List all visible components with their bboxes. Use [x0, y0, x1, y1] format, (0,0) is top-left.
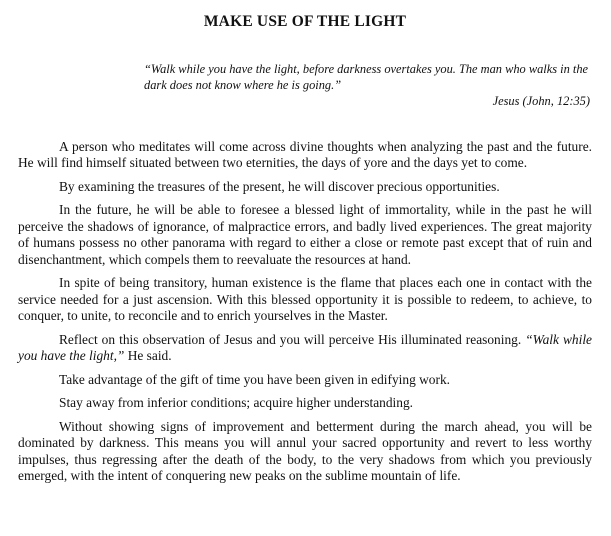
paragraph-5-text-start: Reflect on this observation of Jesus and you will perceive His illuminated reasoning. [59, 331, 526, 347]
paragraph-1: A person who meditates will come across divine thoughts when analyzing the past and the future. He will find himself situated between two eternities, the days of yore and the days yet to come. [18, 138, 592, 170]
paragraph-6: Take advantage of the gift of time you have been given in edifying work. [59, 371, 450, 387]
epigraph-source: Jesus (John, 12:35) [492, 94, 590, 108]
paragraph-5-italic-quote: “Walk while you have the light,” [18, 331, 593, 363]
paragraph-3: In the future, he will be able to foresee a blessed light of immortality, while in the past he will perceive the shadows of ignorance, of malpractice errors, and badly lived experiences. The great majority of humans possess no other panorama with regard to either a close or remote past except that of ruin and disenchantment, which compels them to reevaluate the resources at hand. [18, 202, 592, 267]
paragraph-8: Without showing signs of improvement and betterment during the march ahead, you will be dominated by darkness. This means you will annul your sacred opportunity and revert to less worthy impulses, thus regressing after the death of the body, to the very shadows from which you previously emerged, with the intent of conquering new peaks on the sublime mountain of life. [18, 418, 592, 483]
page-title: MAKE USE OF THE LIGHT [203, 13, 407, 30]
paragraph-4: In spite of being transitory, human existence is the flame that places each one in contact with the service needed for a just ascension. With this blessed opportunity it is possible to redeem, to achieve, to conquer, to unite, to reconcile and to enrich yourselves in the Master. [18, 275, 592, 323]
body-text [18, 139, 592, 485]
epigraph [144, 62, 590, 110]
paragraph-7: Stay away from inferior conditions; acquire higher understanding. [59, 395, 414, 410]
paragraph-2: By examining the treasures of the present, he will discover precious opportunities. [59, 178, 500, 194]
epigraph-quote: “Walk while you have the light, before darkness overtakes you. The man who walks in the dark does not know where he is going.” [144, 62, 589, 92]
paragraph-5 [18, 332, 592, 365]
paragraph-5-text-end: He said. [124, 348, 172, 363]
